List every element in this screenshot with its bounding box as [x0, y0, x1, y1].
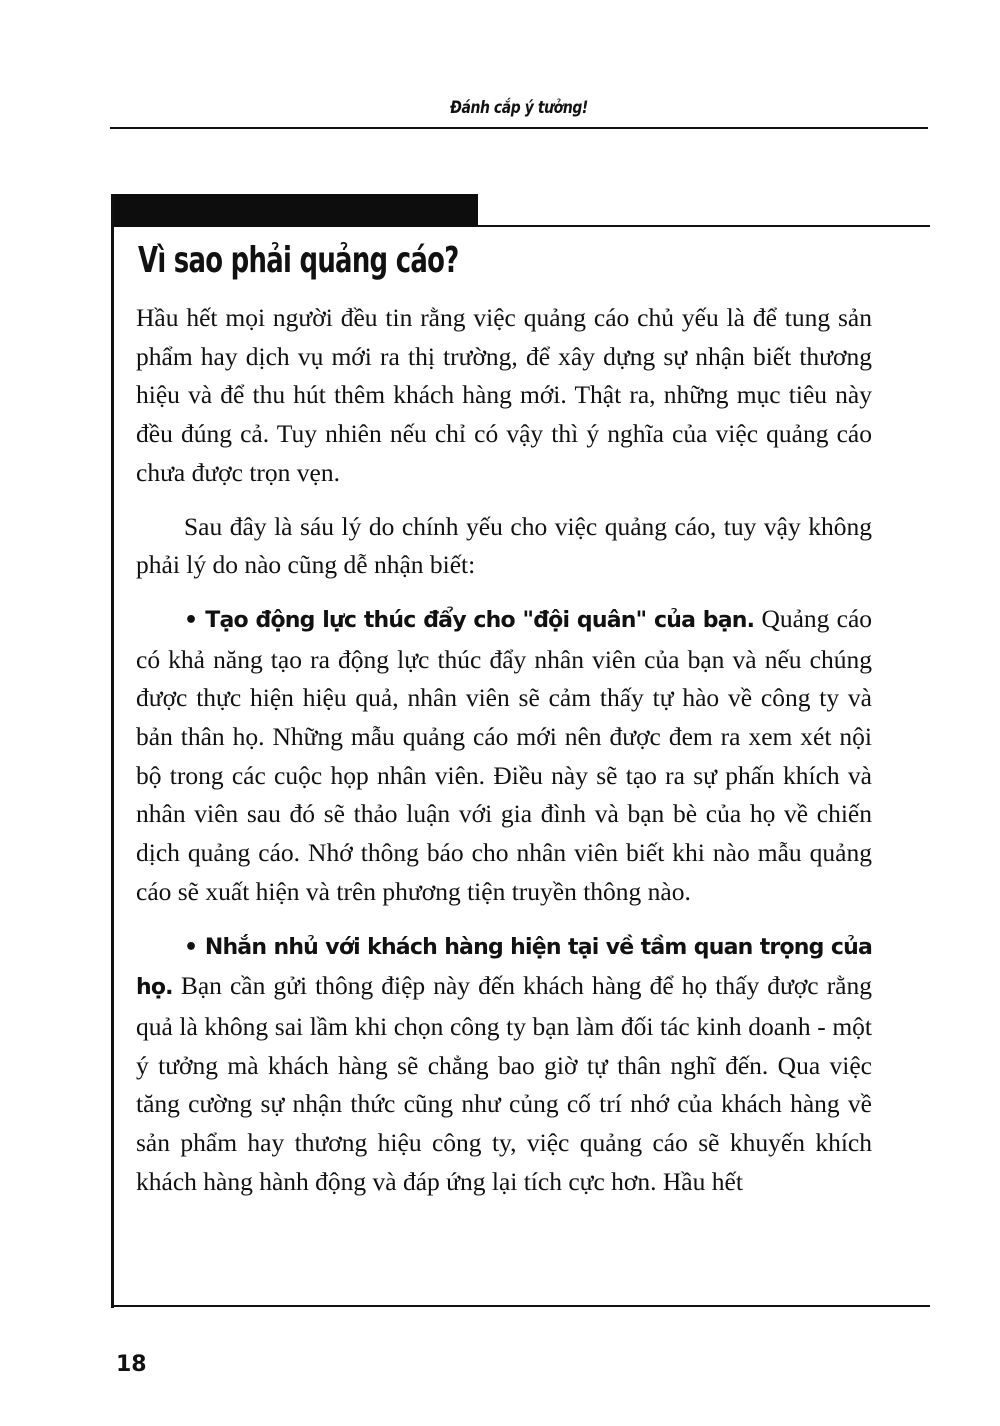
bullet-heading: Tạo động lực thúc đẩy cho "đội quân" của bạn. — [205, 607, 755, 633]
header-rule — [110, 127, 928, 129]
bullet-icon: • — [184, 934, 199, 960]
bullet-heading: Nhắn nhủ với khách hàng hiện tại về tầm quan trọng của họ. — [136, 934, 872, 1001]
bullet-item — [136, 927, 872, 1202]
body-text — [136, 299, 872, 1201]
bullet-icon: • — [184, 607, 199, 633]
box-bottom-rule — [111, 1305, 930, 1307]
section-title: Vì sao phải quảng cáo? — [138, 240, 459, 281]
section-header-bar — [112, 194, 478, 227]
intro-paragraph: Hầu hết mọi người đều tin rằng việc quảng cáo chủ yếu là để tung sản phẩm hay dịch vụ mới ra thị trường, để xây dựng sự nhận biết thương hiệu và để thu hút thêm khách hàng mới. Thật ra, những mục tiêu này đều đúng cả. Tuy nhiên nếu chỉ có vậy thì ý nghĩa của việc quảng cáo chưa được trọn vẹn. — [136, 303, 872, 487]
page-number: 18 — [116, 1352, 147, 1377]
bullet-item — [136, 600, 872, 912]
bullet-text: Bạn cần gửi thông điệp này đến khách hàng để họ thấy được rằng quả là không sai lầm khi chọn công ty bạn làm đối tác kinh doanh - một ý tưởng mà khách hàng sẽ chẳng bao giờ tự thân nghĩ đến. Qua việc tăng cường sự nhận thức cũng như củng cố trí nhớ của khách hàng về sản phẩm hay thương hiệu công ty, việc quảng cáo sẽ khuyến khích khách hàng hành động và đáp ứng lại tích cực hơn. Hầu hết — [136, 971, 873, 1196]
box-top-rule — [478, 225, 930, 227]
box-left-rule — [111, 194, 114, 1308]
running-title: Đánh cắp ý tưởng! — [450, 98, 588, 118]
lead-paragraph: Sau đây là sáu lý do chính yếu cho việc quảng cáo, tuy vậy không phải lý do nào cũng dễ nhận biết: — [136, 511, 872, 580]
bullet-text: Quảng cáo có khả năng tạo ra động lực thúc đẩy nhân viên của bạn và nếu chúng được thực hiện hiệu quả, nhân viên sẽ cảm thấy tự hào về công ty và bản thân họ. Những mẫu quảng cáo mới nên được đem ra xem xét nội bộ trong các cuộc họp nhân viên. Điều này sẽ tạo ra sự phấn khích và nhân viên sau đó sẽ thảo luận với gia đình và bạn bè của họ về chiến dịch quảng cáo. Nhớ thông báo cho nhân viên biết khi nào mẫu quảng cáo sẽ xuất hiện và trên phương tiện truyền thông nào. — [136, 603, 873, 906]
